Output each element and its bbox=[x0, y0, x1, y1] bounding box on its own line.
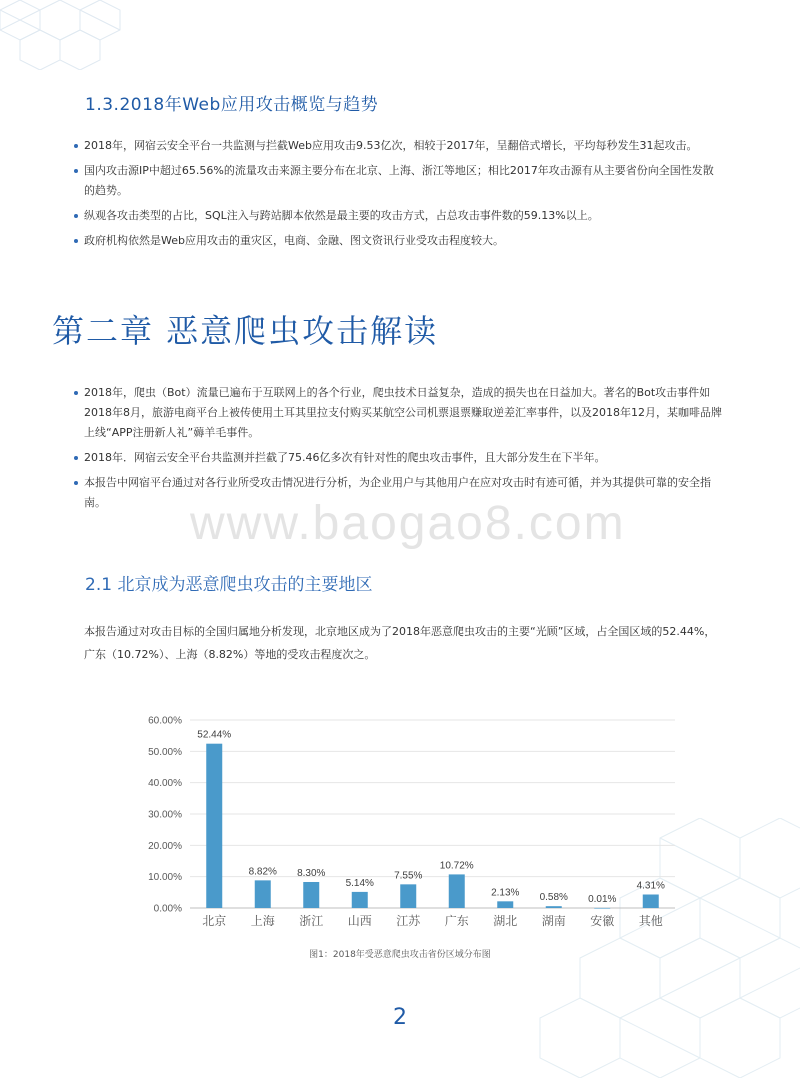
bar bbox=[546, 906, 562, 908]
bar bbox=[352, 892, 368, 908]
bar bbox=[497, 901, 513, 908]
x-tick-label: 浙江 bbox=[299, 914, 324, 928]
data-label: 8.82% bbox=[248, 866, 277, 878]
data-label: 5.14% bbox=[345, 877, 374, 889]
subsection-paragraph: 本报告通过对攻击目标的全国归属地分析发现，北京地区成为了2018年恶意爬虫攻击的主要“光顾”区域，占全国区域的52.44%，广东（10.72%）、上海（8.82%）等地的受攻击程度次之。 bbox=[84, 625, 716, 661]
y-tick-label: 0.00% bbox=[153, 903, 182, 915]
y-tick-label: 20.00% bbox=[148, 840, 182, 852]
bullet-item: 纵观各攻击类型的占比，SQL注入与跨站脚本依然是最主要的攻击方式，占总攻击事件数的59.13%以上。 bbox=[74, 206, 724, 226]
y-tick-label: 60.00% bbox=[148, 715, 182, 727]
bullet-item: 国内攻击源IP中超过65.56%的流量攻击来源主要分布在北京、上海、浙江等地区；相比2017年攻击源有从主要省份向全国性发散的趋势。 bbox=[74, 161, 724, 201]
subsection-title: 2.1 北京成为恶意爬虫攻击的主要地区 bbox=[85, 575, 373, 595]
page-number: 2 bbox=[393, 1005, 407, 1030]
bullet-item: 政府机构依然是Web应用攻击的重灾区，电商、金融、图文资讯行业受攻击程度较大。 bbox=[74, 231, 724, 251]
data-label: 52.44% bbox=[197, 729, 232, 741]
y-tick-label: 30.00% bbox=[148, 809, 182, 821]
x-tick-label: 其他 bbox=[638, 914, 663, 928]
x-tick-label: 湖南 bbox=[541, 914, 566, 928]
data-label: 10.72% bbox=[439, 860, 474, 872]
chapter-title: 第二章 恶意爬虫攻击解读 bbox=[52, 312, 439, 350]
chart-caption: 图1：2018年受恶意爬虫攻击省份区域分布图 bbox=[309, 950, 491, 960]
bar bbox=[449, 874, 465, 908]
x-tick-label: 上海 bbox=[250, 914, 275, 928]
bullet-item: 2018年，网宿云安全平台一共监测与拦截Web应用攻击9.53亿次，相较于2017年，呈翻倍式增长，平均每秒发生31起攻击。 bbox=[74, 136, 724, 156]
y-tick-label: 40.00% bbox=[148, 778, 182, 790]
bar bbox=[206, 744, 222, 908]
bar bbox=[594, 908, 610, 909]
x-tick-label: 山西 bbox=[347, 914, 372, 928]
bullet-item: 本报告中网宿平台通过对各行业所受攻击情况进行分析，为企业用户与其他用户在应对攻击时有迹可循，并为其提供可靠的安全指南。 bbox=[74, 473, 724, 513]
section-title: 1.3.2018年Web应用攻击概览与趋势 bbox=[85, 95, 379, 115]
bar bbox=[643, 894, 659, 908]
data-label: 4.31% bbox=[636, 880, 665, 892]
bar bbox=[400, 884, 416, 908]
data-label: 0.01% bbox=[588, 893, 617, 905]
x-tick-label: 江苏 bbox=[396, 914, 421, 928]
x-tick-label: 广东 bbox=[444, 914, 469, 928]
section-bullet-list bbox=[74, 136, 724, 256]
bullet-item: 2018年．网宿云安全平台共监测并拦截了75.46亿多次有针对性的爬虫攻击事件，且大部分发生在下半年。 bbox=[74, 448, 724, 468]
bar bbox=[303, 882, 319, 908]
decorative-hexagon-pattern-top bbox=[0, 0, 170, 70]
watermark: www.baogao8.com bbox=[190, 497, 626, 550]
bar bbox=[255, 880, 271, 908]
data-label: 7.55% bbox=[394, 870, 423, 882]
bullet-item: 2018年，爬虫（Bot）流量已遍布于互联网上的各个行业，爬虫技术日益复杂，造成的损失也在日益加大。著名的Bot攻击事件如2018年8月，旅游电商平台上被传使用土耳其里拉支付购买某航空公司机票退票赚取逆差汇率事件，以及2018年12月，某咖啡品牌上线“APP注册新人礼”薅羊毛事件。 bbox=[74, 383, 724, 443]
x-tick-label: 北京 bbox=[202, 914, 227, 928]
y-tick-label: 50.00% bbox=[148, 746, 182, 758]
x-tick-label: 湖北 bbox=[493, 914, 518, 928]
x-tick-label: 安徽 bbox=[590, 914, 615, 928]
data-label: 8.30% bbox=[297, 867, 326, 879]
data-label: 0.58% bbox=[539, 892, 568, 904]
province-bar-chart bbox=[130, 705, 690, 965]
data-label: 2.13% bbox=[491, 887, 520, 899]
y-tick-label: 10.00% bbox=[148, 872, 182, 884]
